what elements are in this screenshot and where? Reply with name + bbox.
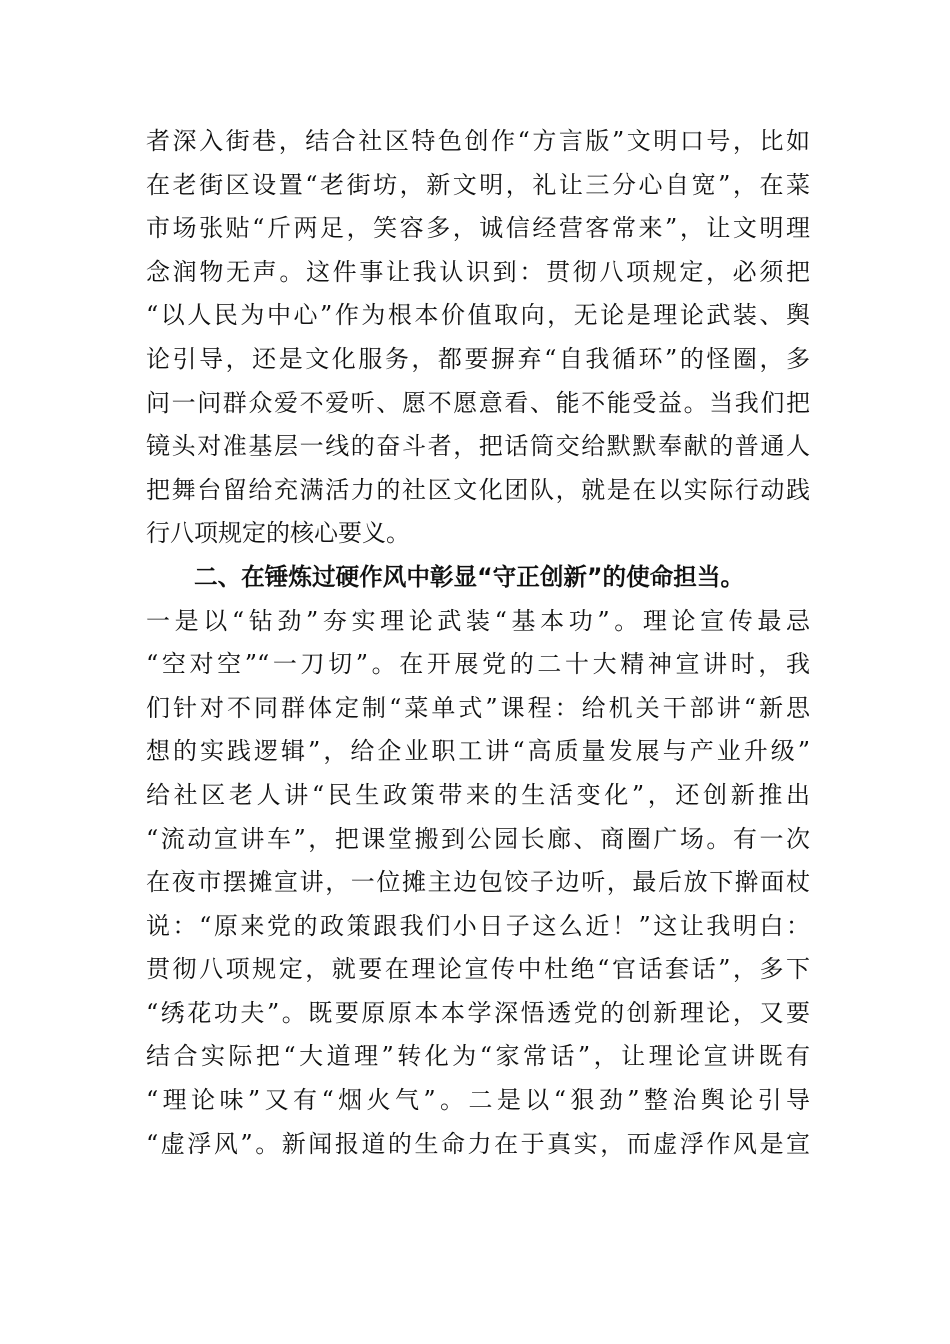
text-line-15: 想的实践逻辑”，给企业职工讲“高质量发展与产业升级” [146, 737, 810, 766]
text-line-23: “理论味”又有“烟火气”。二是以“狠劲”整治舆论引导 [146, 1086, 810, 1115]
text-line-3: 市场张贴“斤两足，笑容多，诚信经营客常来”，让文明理 [146, 214, 810, 243]
text-line-6: 论引导，还是文化服务，都要摒弃“自我循环”的怪圈，多 [146, 344, 810, 373]
text-line-10: 行八项规定的核心要义。 [146, 519, 410, 548]
text-line-2: 在老街区设置“老街坊，新文明，礼让三分心自宽”，在菜 [146, 170, 810, 199]
section-heading: 二、在锤炼过硬作风中彰显“守正创新”的使命担当。 [194, 562, 745, 591]
text-line-9: 把舞台留给充满活力的社区文化团队，就是在以实际行动践 [146, 475, 810, 504]
body-text [146, 120, 810, 1166]
text-line-1: 者深入街巷，结合社区特色创作“方言版”文明口号，比如 [146, 127, 810, 155]
text-line-14: 们针对不同群体定制“菜单式”课程：给机关干部讲“新思 [146, 693, 810, 722]
text-line-4: 念润物无声。这件事让我认识到：贯彻八项规定，必须把 [146, 257, 810, 286]
text-line-8: 镜头对准基层一线的奋斗者，把话筒交给默默奉献的普通人 [146, 432, 810, 461]
text-line-21: “绣花功夫”。既要原原本本学深悟透党的创新理论，又要 [146, 998, 810, 1027]
text-line-16: 给社区老人讲“民生政策带来的生活变化”，还创新推出 [146, 780, 810, 809]
text-line-24: “虚浮风”。新闻报道的生命力在于真实，而虚浮作风是宣 [146, 1129, 810, 1158]
text-line-17: “流动宣讲车”，把课堂搬到公园长廊、商圈广场。有一次 [146, 824, 810, 853]
text-line-20: 贯彻八项规定，就要在理论宣传中杜绝“官话套话”，多下 [146, 955, 810, 984]
text-line-22: 结合实际把“大道理”转化为“家常话”，让理论宣讲既有 [146, 1042, 810, 1071]
text-line-13: “空对空”“一刀切”。在开展党的二十大精神宣讲时，我 [146, 650, 810, 679]
text-line-19: 说：“原来党的政策跟我们小日子这么近！”这让我明白： [146, 911, 810, 940]
text-line-5: “以人民为中心”作为根本价值取向，无论是理论武装、舆 [146, 301, 810, 330]
text-line-7: 问一问群众爱不爱听、愿不愿意看、能不能受益。当我们把 [146, 388, 810, 417]
text-line-12: 一是以“钻劲”夯实理论武装“基本功”。理论宣传最忌 [146, 606, 810, 635]
text-line-18: 在夜市摆摊宣讲，一位摊主边包饺子边听，最后放下擀面杖 [146, 868, 810, 897]
